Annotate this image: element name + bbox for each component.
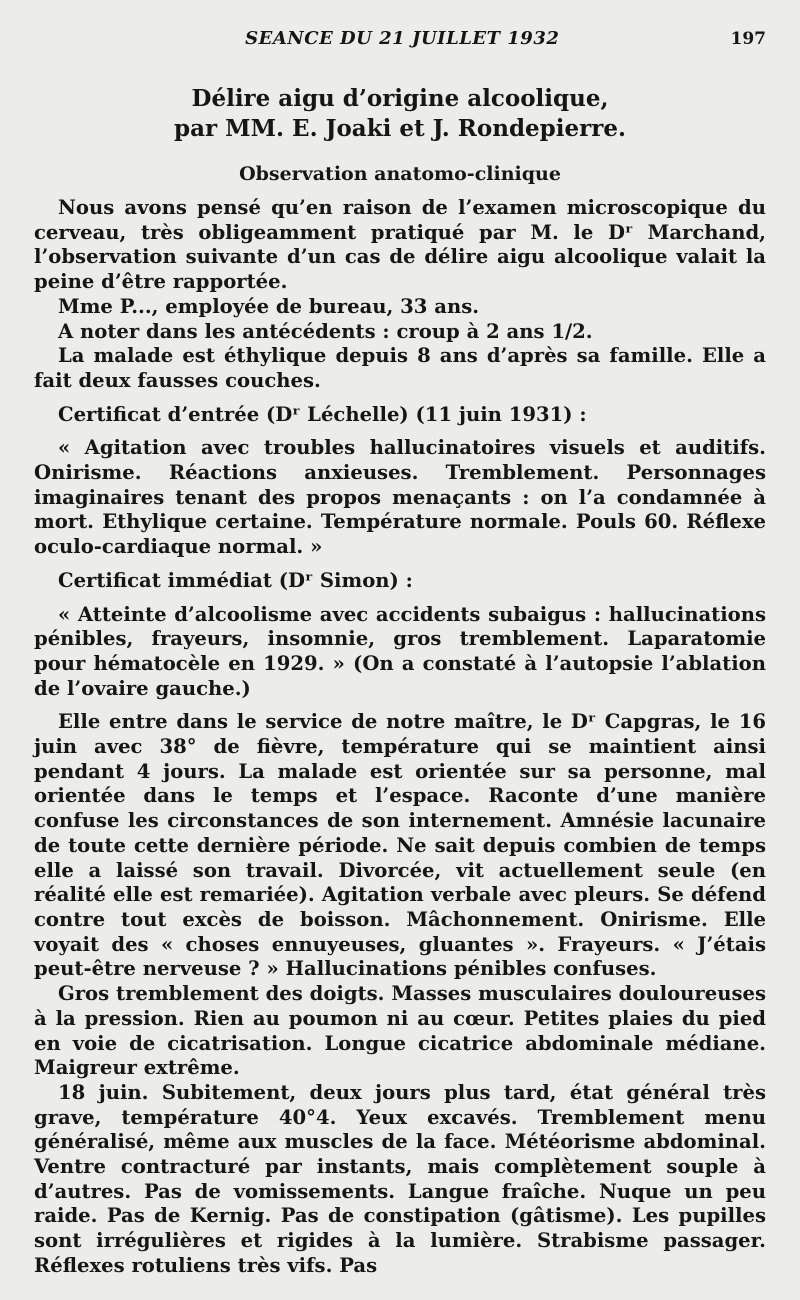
paragraph: 18 juin. Subitement, deux jours plus tard, état général très grave, température 40°4. Yeux excavés. Tremblement menu généralisé, même aux muscles de la face. Météorisme abdominal. Ventre contracturé par instants, mais complètement souple à d’autres. Pas de vomissements. Langue fraîche. Nuque un peu raide. Pas de Kernig. Pas de constipation (gâtisme). Les pupilles sont irrégulières et rigides à la lumière. Strabisme passager. Réflexes rotuliens très vifs. Pas xyxy=(34,1080,766,1277)
article-authors: par MM. E. Joaki et J. Rondepierre. xyxy=(174,115,626,142)
paragraph: « Atteinte d’alcoolisme avec accidents subaigus : hallucinations pénibles, frayeurs, insomnie, gros tremblement. Laparatomie pour hématocèle en 1929. » (On a constaté à l’autopsie l’ablation de l’ovaire gauche.) xyxy=(34,602,766,700)
paragraph: Mme P..., employée de bureau, 33 ans. xyxy=(58,294,480,318)
paragraph: Certificat d’entrée (Dʳ Léchelle) (11 juin 1931) : xyxy=(58,402,587,426)
paragraph: Nous avons pensé qu’en raison de l’examen microscopique du cerveau, très obligeamment pratiqué par M. le Dʳ Marchand, l’observation suivante d’un cas de délire aigu alcoolique valait la peine d’être rapportée. xyxy=(34,196,766,294)
running-title: SEANCE DU 21 JUILLET 1932 xyxy=(245,28,560,49)
paragraph: Certificat immédiat (Dʳ Simon) : xyxy=(58,568,413,592)
article-title: Délire aigu d’origine alcoolique, xyxy=(191,85,609,112)
section-heading: Observation anatomo-clinique xyxy=(239,163,561,185)
paragraph: A noter dans les antécédents : croup à 2 ans 1/2. xyxy=(58,319,593,343)
paragraph: « Agitation avec troubles hallucinatoires visuels et auditifs. Onirisme. Réactions anxieuses. Tremblement. Personnages imaginaires tenant des propos menaçants : on l’a condamnée à mort. Ethylique certaine. Température normale. Pouls 60. Réflexe oculo-cardiaque normal. » xyxy=(34,436,766,559)
article-body xyxy=(34,196,766,1279)
page-number: 197 xyxy=(730,29,766,49)
paragraph: Elle entre dans le service de notre maître, le Dʳ Capgras, le 16 juin avec 38° de fièvre, température qui se maintient ainsi pendant 4 jours. La malade est orientée sur sa personne, mal orientée dans le temps et l’espace. Raconte d’une manière confuse les circonstances de son internement. Amnésie lacunaire de toute cette dernière période. Ne sait depuis combien de temps elle a laissé son travail. Divorcée, vit actuellement seule (en réalité elle est remariée). Agitation verbale avec pleurs. Se défend contre tout excès de boisson. Mâchonnement. Onirisme. Elle voyait des « choses ennuyeuses, gluantes ». Frayeurs. « J’étais peut-être nerveuse ? » Hallucinations pénibles confuses. xyxy=(34,710,766,981)
paragraph: Gros tremblement des doigts. Masses musculaires douloureuses à la pression. Rien au poumon ni au cœur. Petites plaies du pied en voie de cicatrisation. Longue cicatrice abdominale médiane. Maigreur extrême. xyxy=(34,982,766,1080)
paragraph: La malade est éthylique depuis 8 ans d’après sa famille. Elle a fait deux fausses couches. xyxy=(34,344,766,392)
running-header xyxy=(34,28,766,58)
